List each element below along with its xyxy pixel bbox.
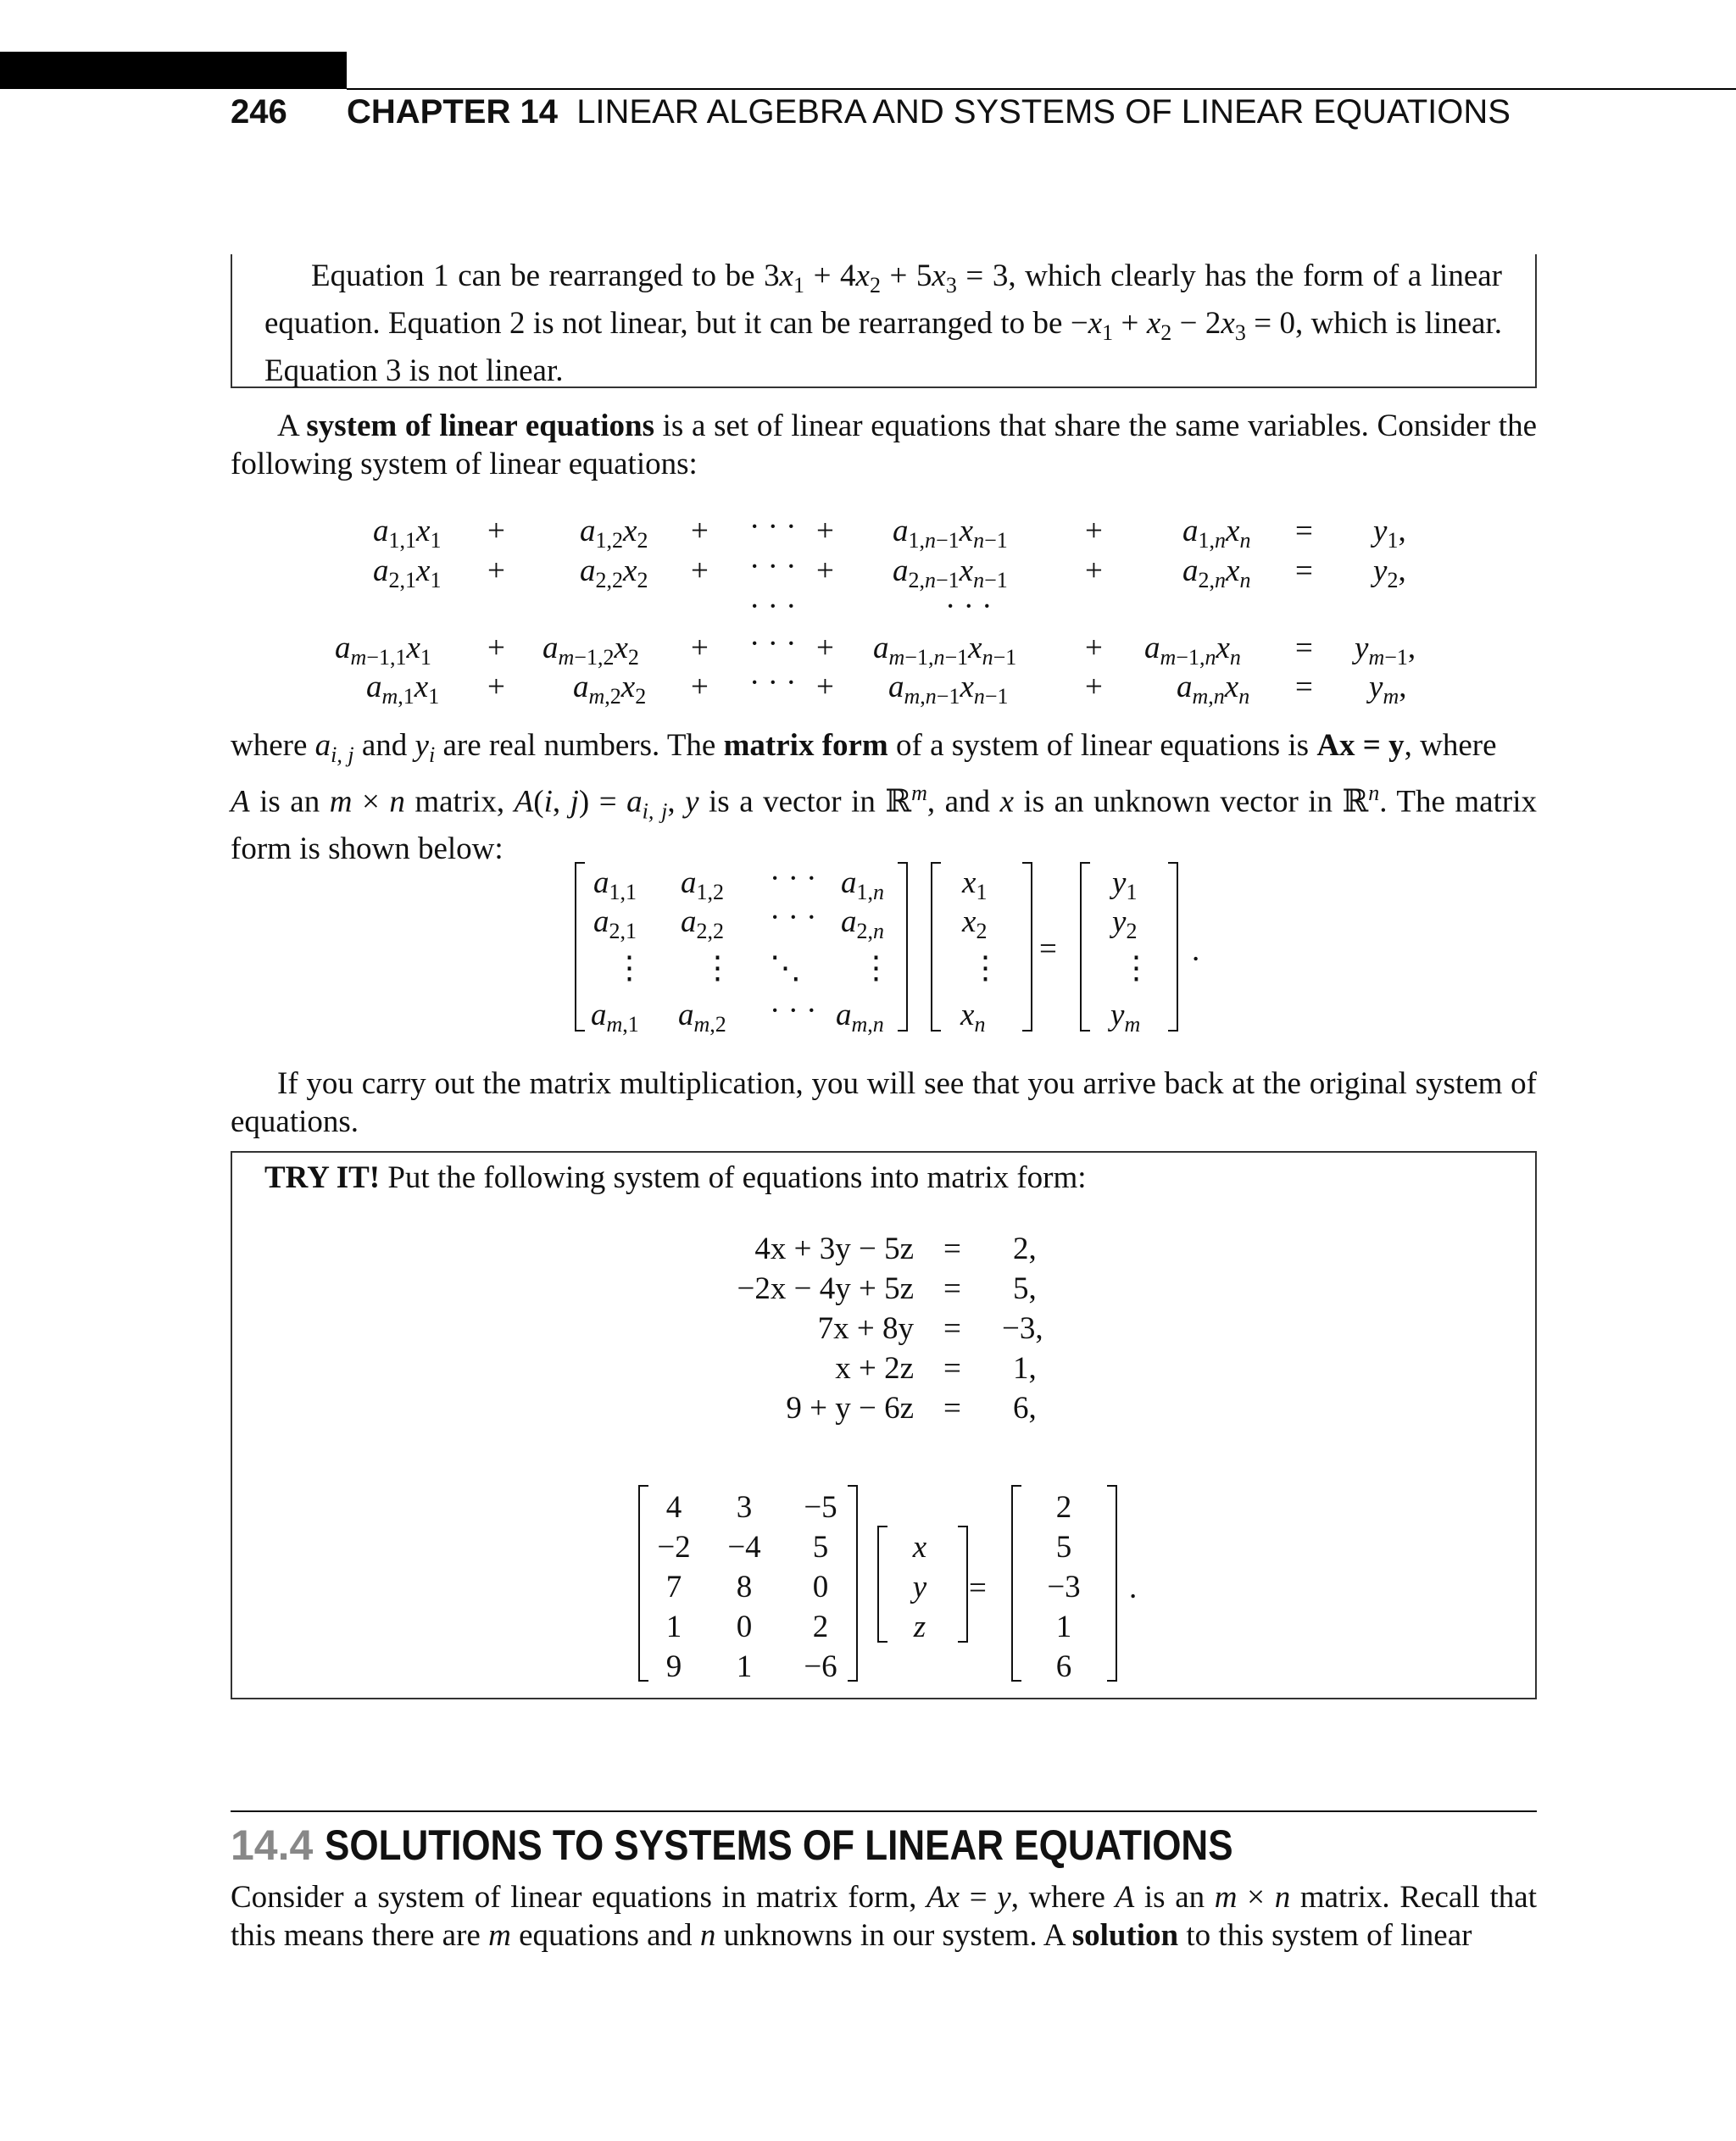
- section-title: SOLUTIONS TO SYSTEMS OF LINEAR EQUATIONS: [325, 1821, 1233, 1869]
- page-number: 246: [231, 93, 287, 131]
- vector-cell: z: [913, 1610, 926, 1644]
- term-matrix-form: matrix form: [723, 728, 888, 763]
- paragraph-matrix-form: where $a_{i, j}$ and $y_i$ are real numbers. The matrix form of a system of linear equations is Ax = y, where A is an m × n matrix, A(i, $j) = a_{i, j}$, y is a vector in ℝ$^m$, and x is an unknown vector in ℝ$^n$. The matrix form is shown below:: [231, 728, 1537, 867]
- vector-cell: −3: [1047, 1570, 1081, 1604]
- vector-cell: y: [912, 1570, 927, 1604]
- equation-rhs: 1,: [1013, 1351, 1037, 1386]
- term-system-of-linear-equations: system of linear equations: [306, 409, 654, 443]
- paragraph-multiplication-note: If you carry out the matrix multiplication, you will see that you arrive back at the original system of equations.: [231, 1066, 1537, 1139]
- matrix-cell: 5: [812, 1530, 829, 1565]
- paragraph-system-definition: A system of linear equations is a set of linear equations that share the same variables. Consider the following system of linear equations:: [231, 409, 1537, 481]
- matrix-cell: −5: [804, 1490, 837, 1525]
- example-box: [231, 254, 1537, 388]
- matrix-cell: 1: [736, 1649, 753, 1684]
- vector-cell: 1: [1055, 1610, 1072, 1644]
- matrix-cell: 0: [812, 1570, 829, 1604]
- equation-rhs: 5,: [1013, 1271, 1037, 1306]
- chapter-label: CHAPTER 14: [347, 93, 558, 131]
- equation-rhs: −3,: [1002, 1311, 1043, 1346]
- equation-rhs: 2,: [1013, 1232, 1037, 1266]
- example-text: Equation 1 can be rearranged to be $3x_1 + 4x_2 + 5x_3 = 3$, which clearly has the form of a linear equation. Equation 2 is not linear, but it can be rearranged to be $-x_1 + x_2 - 2x_3 = 0$, which is linear. Equation 3 is not linear.: [264, 259, 1503, 388]
- section-rule: [231, 1810, 1537, 1812]
- chapter-heading: [347, 93, 1511, 131]
- matrix-cell: −6: [804, 1649, 837, 1684]
- vector-cell: 6: [1055, 1649, 1072, 1684]
- paragraph-solutions-intro: Consider a system of linear equations in matrix form, Ax = y, where A is an m × n matrix. Recall that this means there are m equations and n unknowns in our system. A solution to this system of linear: [231, 1880, 1537, 1953]
- period: .: [1129, 1571, 1138, 1605]
- section-number: 14.4: [231, 1821, 314, 1869]
- equation-lhs: 9 + y − 6z: [786, 1391, 914, 1426]
- matrix-cell: 2: [812, 1610, 829, 1644]
- try-it-prompt: TRY IT! Put the following system of equations into matrix form:: [264, 1160, 1087, 1195]
- vector-cell: x: [912, 1530, 927, 1565]
- matrix-cell: 1: [665, 1610, 682, 1644]
- section-heading: [231, 1821, 1357, 1870]
- matrix-cell: 9: [665, 1649, 682, 1684]
- matrix-cell: 7: [665, 1570, 682, 1604]
- try-it-label: TRY IT!: [264, 1160, 381, 1195]
- matrix-cell: 8: [736, 1570, 753, 1604]
- chapter-title: LINEAR ALGEBRA AND SYSTEMS OF LINEAR EQUATIONS: [576, 93, 1511, 131]
- equation-lhs: 7x + 8y: [817, 1311, 914, 1346]
- header-bar: [0, 52, 347, 89]
- term-solution: solution: [1071, 1918, 1179, 1953]
- matrix-cell: 0: [736, 1610, 753, 1644]
- vector-cell: 2: [1055, 1490, 1072, 1525]
- equation-lhs: −2x − 4y + 5z: [737, 1271, 914, 1306]
- equals-sign: =: [969, 1571, 987, 1605]
- equation-rhs: 6,: [1013, 1391, 1037, 1426]
- equation-lhs: 4x + 3y − 5z: [754, 1232, 914, 1266]
- matrix-cell: 3: [736, 1490, 753, 1525]
- equation-lhs: x + 2z: [835, 1351, 914, 1386]
- matrix-cell: −2: [657, 1530, 691, 1565]
- matrix-cell: −4: [727, 1530, 761, 1565]
- matrix-cell: 4: [665, 1490, 682, 1525]
- vector-cell: 5: [1055, 1530, 1072, 1565]
- header-rule: [347, 88, 1736, 90]
